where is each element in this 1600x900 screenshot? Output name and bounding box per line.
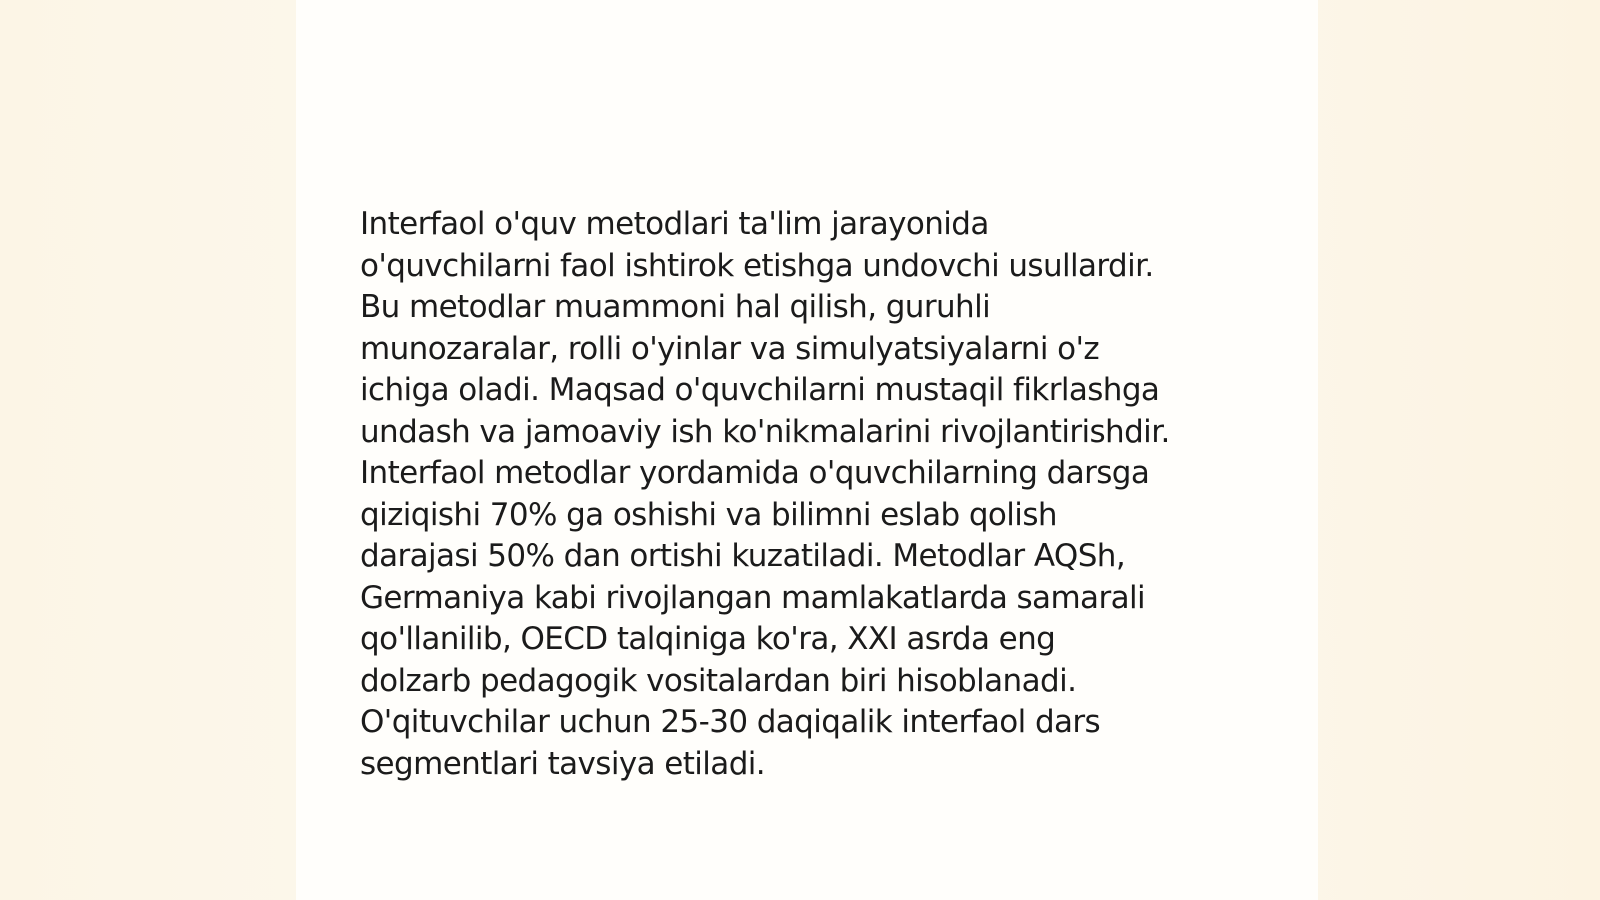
body-line: ichiga oladi. Maqsad o'quvchilarni mustaqil fikrlashga bbox=[360, 372, 1160, 408]
body-line: segmentlari tavsiya etiladi. bbox=[360, 745, 766, 782]
body-line: qiziqishi 70% ga oshishi va bilimni eslab qolish bbox=[360, 496, 1057, 533]
body-line: Bu metodlar muammoni hal qilish, guruhli bbox=[360, 289, 991, 325]
slide-panel bbox=[296, 0, 1318, 900]
body-line: dolzarb pedagogik vositalardan biri hisoblanadi. bbox=[360, 662, 1077, 699]
body-line: munozaralar, rolli o'yinlar va simulyatsiyalarni o'z bbox=[360, 330, 1100, 367]
body-line: O'qituvchilar uchun 25-30 daqiqalik interfaol dars bbox=[360, 704, 1101, 740]
slide-body-text bbox=[360, 204, 1260, 785]
body-line: qo'llanilib, OECD talqiniga ko'ra, XXI asrda eng bbox=[360, 621, 1056, 657]
body-line: Germaniya kabi rivojlangan mamlakatlarda samarali bbox=[360, 579, 1146, 616]
body-line: Interfaol metodlar yordamida o'quvchilarning darsga bbox=[360, 455, 1150, 491]
body-line: Interfaol o'quv metodlari ta'lim jarayonida bbox=[360, 206, 989, 242]
body-line: o'quvchilarni faol ishtirok etishga undovchi usullardir. bbox=[360, 247, 1154, 284]
body-line: undash va jamoaviy ish ko'nikmalarini rivojlantirishdir. bbox=[360, 413, 1170, 450]
body-line: darajasi 50% dan ortishi kuzatiladi. Metodlar AQSh, bbox=[360, 538, 1126, 574]
